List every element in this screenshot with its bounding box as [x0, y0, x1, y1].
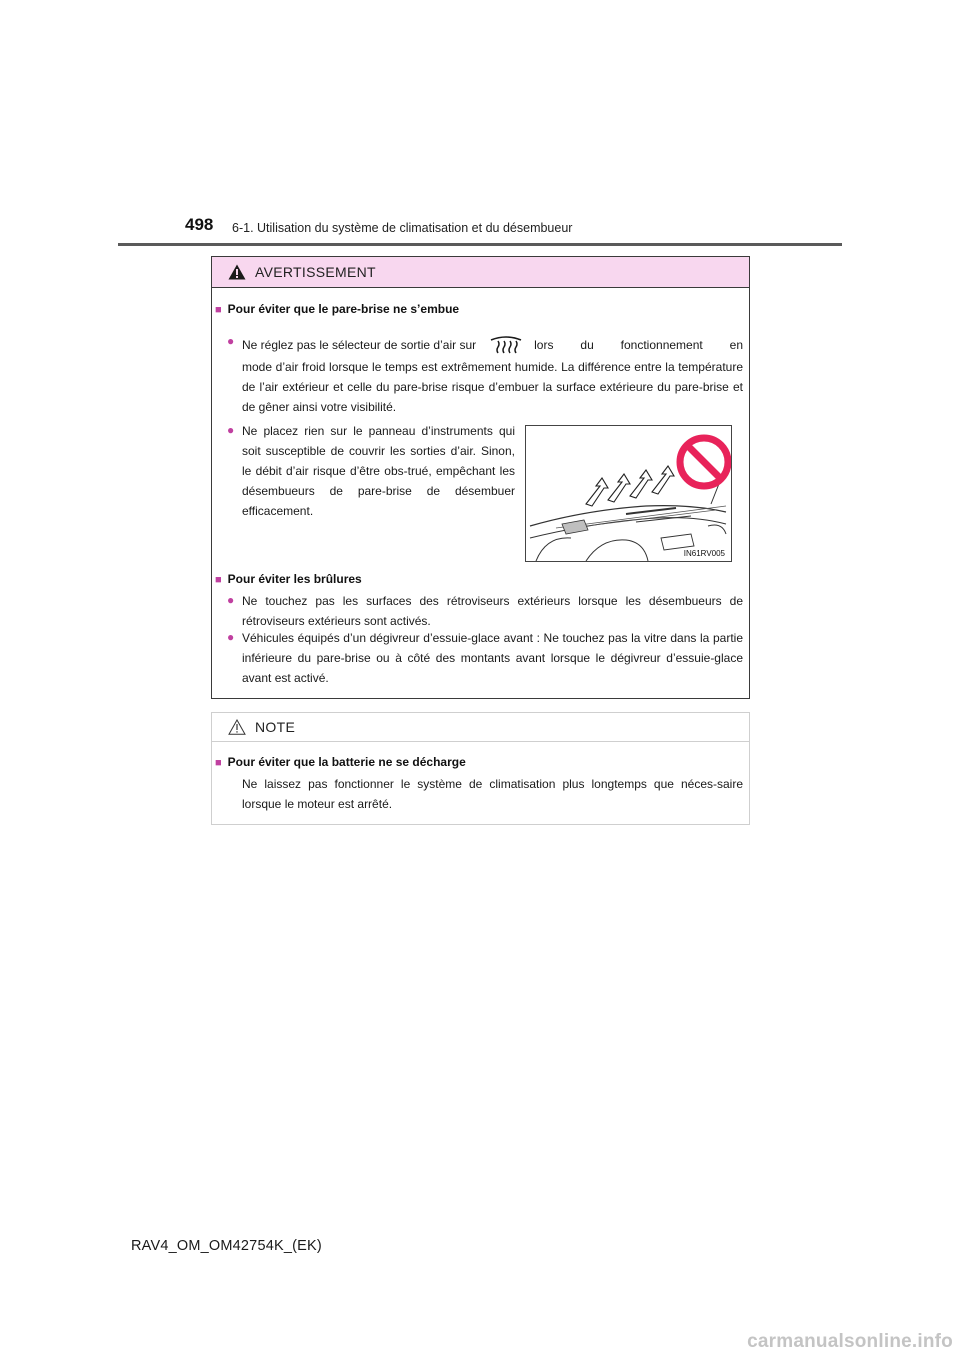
prohibition-icon	[680, 438, 728, 486]
dashboard-vent-illustration	[525, 425, 732, 562]
warning-title: AVERTISSEMENT	[255, 264, 376, 280]
warning-triangle-icon	[228, 264, 246, 280]
defroster-text-after: lors du fonctionnement en	[534, 338, 743, 352]
illustration-code: IN61RV005	[683, 549, 725, 558]
note-header	[212, 713, 749, 742]
defroster-icon	[488, 335, 524, 355]
header-rule	[118, 243, 842, 246]
bullet-icon: ●	[227, 630, 235, 644]
warning-heading-burns: ■ Pour éviter les brûlures	[215, 572, 362, 586]
square-bullet-icon: ■	[215, 574, 222, 586]
square-bullet-icon: ■	[215, 304, 222, 316]
mirror-warning-text: Ne touchez pas les surfaces des rétroviseurs extérieurs lorsque les désembueurs de rétroviseurs extérieurs sont activés.	[242, 594, 743, 628]
note-title: NOTE	[255, 719, 296, 735]
watermark[interactable]: carmanualsonline.info	[747, 1331, 953, 1352]
warning-heading-fog: ■ Pour éviter que le pare-brise ne s’embue	[215, 302, 460, 316]
caution-triangle-icon	[228, 719, 246, 735]
wiper-deicer-warning-text: Véhicules équipés d’un dégivreur d’essuie-glace avant : Ne touchez pas la vitre dans la partie inférieure du pare-brise ou à côté des montants avant lorsque le dégivreur d’essuie-glace avant est activé.	[242, 631, 743, 685]
bullet-icon: ●	[227, 423, 235, 437]
defroster-warning-line	[242, 335, 743, 355]
page-number: 498	[185, 215, 214, 234]
section-title: 6-1. Utilisation du système de climatisation et du désembueur	[232, 221, 573, 235]
footer-doc-code: RAV4_OM_OM42754K_(EK)	[131, 1238, 322, 1254]
note-text: Ne laissez pas fonctionner le système de climatisation plus longtemps que néces-saire lorsque le moteur est arrêté.	[242, 777, 743, 811]
defroster-text-before: Ne réglez pas le sélecteur de sortie d’air sur	[242, 338, 477, 352]
warning-header	[212, 257, 749, 288]
dashboard-drawing	[526, 426, 731, 561]
dashboard-warning-text: Ne placez rien sur le panneau d’instruments qui soit susceptible de couvrir les sorties d’air. Sinon, le débit d’air risque d’être obs-trué, empêchant les désembueurs de pare-brise de désembuer efficacement.	[242, 424, 515, 518]
defroster-warning-continuation: mode d’air froid lorsque le temps est extrêmement humide. La différence entre la température de l’air extérieur et celle du pare-brise risque d’embuer la surface extérieure du pare-brise et de gêner ainsi votre visibilité.	[242, 360, 743, 414]
bullet-icon: ●	[227, 334, 235, 348]
note-heading: ■ Pour éviter que la batterie ne se décharge	[215, 755, 466, 769]
square-bullet-icon: ■	[215, 757, 222, 769]
bullet-icon: ●	[227, 593, 235, 607]
